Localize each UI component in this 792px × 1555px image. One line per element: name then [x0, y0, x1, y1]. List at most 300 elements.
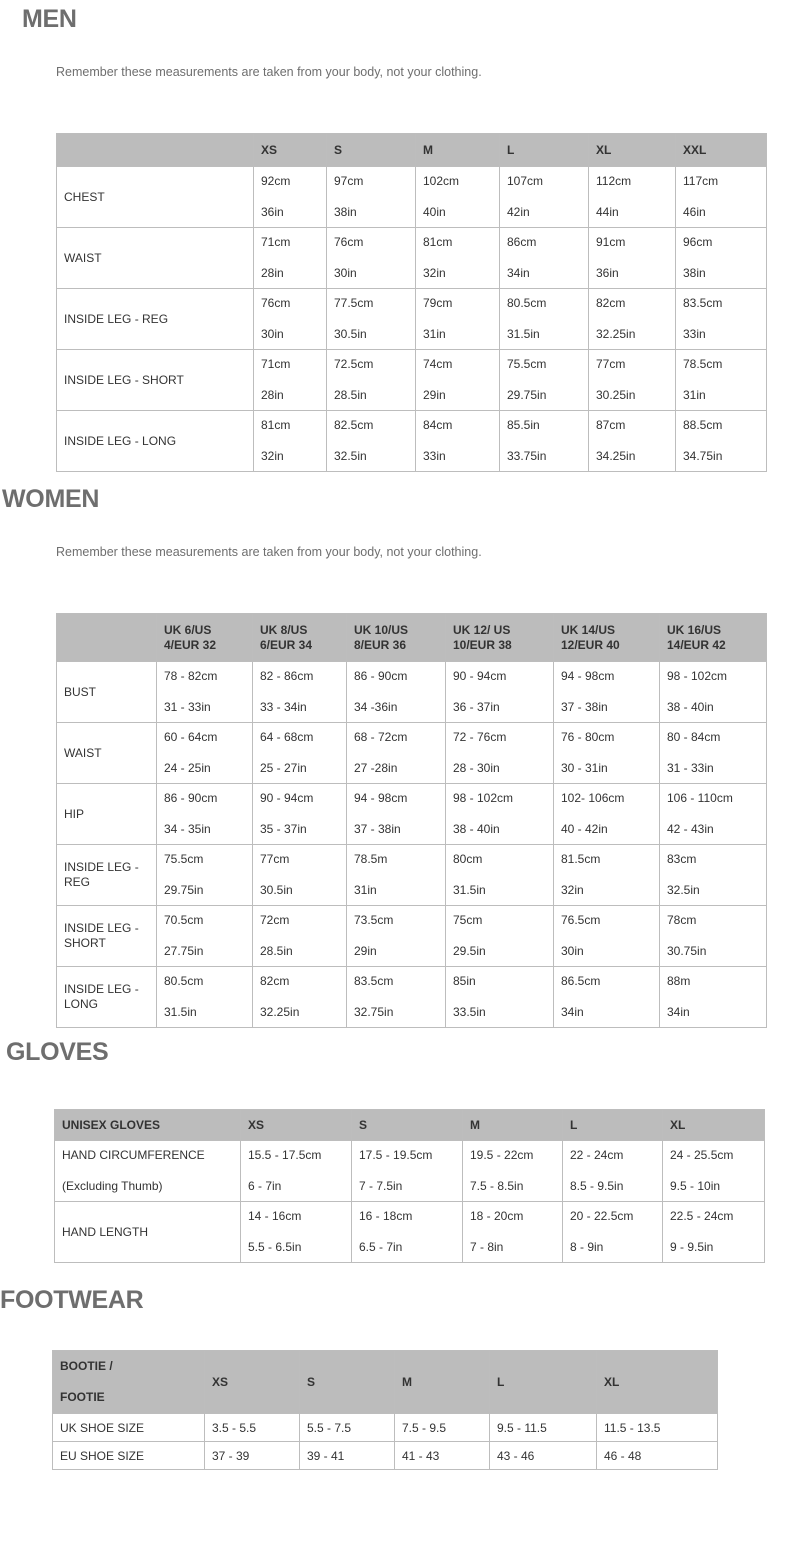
women-cm-value: 78 - 82cm: [164, 669, 218, 683]
men-cm-value: 81cm: [423, 235, 453, 249]
women-label-line-2: SHORT: [64, 936, 106, 950]
men-measurement-cell: [500, 350, 589, 411]
men-measurement-cell: [589, 289, 676, 350]
women-header-line-2: 12/EUR 40: [561, 637, 620, 652]
women-measurement-cell: [554, 723, 660, 784]
men-cm-value: 82.5cm: [334, 418, 374, 432]
women-in-value: 32.75in: [354, 1005, 394, 1019]
men-table-row: [57, 350, 767, 411]
women-measurement-cell: [347, 784, 446, 845]
gloves-in-value: 5.5 - 6.5in: [248, 1240, 302, 1254]
women-in-value: 37 - 38in: [561, 700, 608, 714]
men-in-value: 36in: [596, 266, 619, 280]
footwear-row-label: UK SHOE SIZE: [53, 1414, 205, 1442]
footwear-size-header: M: [395, 1351, 490, 1414]
men-header-row: [57, 134, 767, 167]
men-measurement-cell: [254, 350, 327, 411]
women-measurement-cell: [446, 784, 554, 845]
men-size-header: L: [500, 134, 589, 167]
women-table-row: [57, 723, 767, 784]
women-measurement-cell: [446, 723, 554, 784]
men-cm-value: 84cm: [423, 418, 453, 432]
men-in-value: 46in: [683, 205, 706, 219]
women-cm-value: 76.5cm: [561, 913, 601, 927]
women-in-value: 28.5in: [260, 944, 293, 958]
men-cm-value: 79cm: [423, 296, 453, 310]
men-table-row: [57, 411, 767, 472]
men-in-value: 30in: [261, 327, 284, 341]
men-in-value: 38in: [683, 266, 706, 280]
women-label-line-1: INSIDE LEG -: [64, 982, 139, 996]
women-measurement-cell: [660, 967, 767, 1028]
women-measurement-cell: [660, 723, 767, 784]
women-in-value: 27.75in: [164, 944, 204, 958]
gloves-size-table: [54, 1109, 765, 1263]
gloves-size-header: XL: [663, 1110, 765, 1141]
women-table-row: [57, 784, 767, 845]
women-measurement-cell: [253, 906, 347, 967]
gloves-heading: GLOVES: [6, 1038, 109, 1066]
men-cm-value: 91cm: [596, 235, 626, 249]
women-measurement-cell: [660, 906, 767, 967]
women-measurement-cell: [347, 662, 446, 723]
men-cm-value: 92cm: [261, 174, 291, 188]
women-in-value: 33 - 34in: [260, 700, 307, 714]
women-cm-value: 75cm: [453, 913, 483, 927]
women-cm-value: 90 - 94cm: [453, 669, 507, 683]
gloves-cm-value: 22 - 24cm: [570, 1148, 624, 1162]
women-header-line-2: 14/EUR 42: [667, 637, 726, 652]
women-measurement-cell: [253, 784, 347, 845]
footwear-size-header: L: [490, 1351, 597, 1414]
men-row-label: INSIDE LEG - SHORT: [57, 350, 254, 411]
women-cm-value: 94 - 98cm: [354, 791, 408, 805]
men-cm-value: 80.5cm: [507, 296, 547, 310]
men-measurement-cell: [416, 289, 500, 350]
women-size-header: [253, 614, 347, 662]
women-header-row: [57, 614, 767, 662]
gloves-measurement-cell: [663, 1202, 765, 1263]
women-row-label: [57, 662, 157, 723]
men-measurement-cell: [416, 411, 500, 472]
women-header-line-2: 8/EUR 36: [354, 637, 407, 652]
women-size-header: [157, 614, 253, 662]
men-in-value: 29in: [423, 388, 446, 402]
men-in-value: 32.5in: [334, 449, 367, 463]
men-cm-value: 107cm: [507, 174, 544, 188]
women-label-line-2: REG: [64, 875, 91, 889]
men-cm-value: 78.5cm: [683, 357, 723, 371]
women-measurement-cell: [253, 723, 347, 784]
men-cm-value: 96cm: [683, 235, 713, 249]
men-in-value: 34in: [507, 266, 530, 280]
women-measurement-cell: [157, 967, 253, 1028]
men-in-value: 34.25in: [596, 449, 636, 463]
women-label-line-1: HIP: [64, 806, 85, 821]
gloves-size-header: L: [563, 1110, 663, 1141]
men-cm-value: 86cm: [507, 235, 537, 249]
women-measurement-cell: [660, 784, 767, 845]
women-measurement-cell: [347, 967, 446, 1028]
women-table-row: [57, 967, 767, 1028]
footwear-header-row: [53, 1351, 718, 1414]
gloves-size-header: XS: [241, 1110, 352, 1141]
footwear-size-cell: 7.5 - 9.5: [395, 1414, 490, 1442]
men-row-label: INSIDE LEG - LONG: [57, 411, 254, 472]
women-cm-value: 90 - 94cm: [260, 791, 314, 805]
women-in-value: 25 - 27in: [260, 761, 307, 775]
footwear-corner-line-1: BOOTIE /: [60, 1359, 113, 1373]
women-measurement-note: Remember these measurements are taken from your body, not your clothing.: [56, 545, 482, 559]
women-in-value: 32.25in: [260, 1005, 300, 1019]
women-measurement-cell: [554, 906, 660, 967]
men-measurement-cell: [676, 228, 767, 289]
women-cm-value: 70.5cm: [164, 913, 204, 927]
men-measurement-cell: [676, 350, 767, 411]
men-cm-value: 76cm: [334, 235, 364, 249]
women-header-line-1: UK 16/US: [667, 622, 722, 637]
men-in-value: 33.75in: [507, 449, 547, 463]
men-in-value: 28in: [261, 266, 284, 280]
men-cm-value: 87cm: [596, 418, 626, 432]
women-in-value: 30.5in: [260, 883, 293, 897]
women-measurement-cell: [253, 967, 347, 1028]
women-cm-value: 86 - 90cm: [354, 669, 408, 683]
women-cm-value: 73.5cm: [354, 913, 394, 927]
gloves-in-value: 7.5 - 8.5in: [470, 1179, 524, 1193]
men-size-table: [56, 133, 767, 472]
gloves-table-row: [55, 1202, 765, 1263]
footwear-size-cell: 43 - 46: [490, 1442, 597, 1470]
women-measurement-cell: [446, 967, 554, 1028]
men-in-value: 44in: [596, 205, 619, 219]
gloves-measurement-cell: [241, 1141, 352, 1202]
women-cm-value: 83.5cm: [354, 974, 394, 988]
women-in-value: 31 - 33in: [667, 761, 714, 775]
gloves-size-header: S: [352, 1110, 463, 1141]
women-cm-value: 106 - 110cm: [667, 791, 733, 805]
men-measurement-cell: [416, 350, 500, 411]
men-cm-value: 83.5cm: [683, 296, 723, 310]
women-row-label: [57, 784, 157, 845]
men-measurement-note: Remember these measurements are taken from your body, not your clothing.: [56, 65, 482, 79]
men-in-value: 28in: [261, 388, 284, 402]
men-row-label: INSIDE LEG - REG: [57, 289, 254, 350]
footwear-table-row: [53, 1414, 718, 1442]
men-cm-value: 81cm: [261, 418, 291, 432]
gloves-size-header: UNISEX GLOVES: [55, 1110, 241, 1141]
women-header-line-1: UK 10/US: [354, 622, 409, 637]
men-cm-value: 102cm: [423, 174, 460, 188]
men-measurement-cell: [254, 289, 327, 350]
women-measurement-cell: [554, 784, 660, 845]
women-in-value: 34 - 35in: [164, 822, 211, 836]
men-in-value: 30in: [334, 266, 357, 280]
women-cm-value: 60 - 64cm: [164, 730, 218, 744]
gloves-cm-value: 19.5 - 22cm: [470, 1148, 534, 1162]
women-header-line-1: UK 8/US: [260, 622, 308, 637]
men-measurement-cell: [500, 289, 589, 350]
women-label-line-1: INSIDE LEG -: [64, 860, 139, 874]
women-cm-value: 72 - 76cm: [453, 730, 507, 744]
footwear-heading: FOOTWEAR: [0, 1286, 144, 1314]
gloves-cm-value: 15.5 - 17.5cm: [248, 1148, 322, 1162]
men-cm-value: 77.5cm: [334, 296, 374, 310]
women-measurement-cell: [157, 906, 253, 967]
women-measurement-cell: [157, 723, 253, 784]
women-in-value: 29.75in: [164, 883, 204, 897]
women-row-label: [57, 906, 157, 967]
men-measurement-cell: [327, 350, 416, 411]
women-in-value: 42 - 43in: [667, 822, 714, 836]
men-measurement-cell: [254, 411, 327, 472]
women-cm-value: 94 - 98cm: [561, 669, 615, 683]
men-cm-value: 71cm: [261, 357, 291, 371]
women-size-header: [57, 614, 157, 662]
men-size-header: XXL: [676, 134, 767, 167]
men-cm-value: 112cm: [596, 174, 632, 188]
women-measurement-cell: [446, 845, 554, 906]
women-cm-value: 82cm: [260, 974, 290, 988]
women-measurement-cell: [253, 845, 347, 906]
women-in-value: 29.5in: [453, 944, 486, 958]
women-in-value: 24 - 25in: [164, 761, 211, 775]
women-in-value: 30.75in: [667, 944, 707, 958]
women-label-line-1: BUST: [64, 684, 97, 699]
women-row-label: [57, 845, 157, 906]
gloves-measurement-cell: [463, 1141, 563, 1202]
footwear-size-header: XL: [597, 1351, 718, 1414]
women-header-line-2: 6/EUR 34: [260, 637, 313, 652]
gloves-size-header: M: [463, 1110, 563, 1141]
men-cm-value: 88.5cm: [683, 418, 723, 432]
women-label-line-2: LONG: [64, 997, 99, 1011]
women-header-line-1: UK 12/ US: [453, 622, 511, 637]
men-cm-value: 82cm: [596, 296, 626, 310]
women-cm-value: 98 - 102cm: [453, 791, 514, 805]
women-measurement-cell: [660, 845, 767, 906]
women-in-value: 35 - 37in: [260, 822, 307, 836]
women-cm-value: 64 - 68cm: [260, 730, 314, 744]
gloves-table-row: [55, 1141, 765, 1202]
footwear-size-cell: 39 - 41: [300, 1442, 395, 1470]
gloves-cm-value: 17.5 - 19.5cm: [359, 1148, 433, 1162]
women-measurement-cell: [157, 662, 253, 723]
men-measurement-cell: [500, 228, 589, 289]
gloves-in-value: 8.5 - 9.5in: [570, 1179, 624, 1193]
women-size-header: [660, 614, 767, 662]
women-measurement-cell: [446, 906, 554, 967]
men-table-row: [57, 167, 767, 228]
men-measurement-cell: [676, 167, 767, 228]
women-cm-value: 80 - 84cm: [667, 730, 721, 744]
gloves-measurement-cell: [463, 1202, 563, 1263]
women-measurement-cell: [347, 723, 446, 784]
women-label-line-1: WAIST: [64, 745, 102, 760]
men-heading: MEN: [22, 5, 77, 33]
men-measurement-cell: [589, 350, 676, 411]
women-cm-value: 86 - 90cm: [164, 791, 218, 805]
women-cm-value: 88m: [667, 974, 691, 988]
women-cm-value: 102- 106cm: [561, 791, 625, 805]
women-cm-value: 85in: [453, 974, 476, 988]
women-in-value: 40 - 42in: [561, 822, 608, 836]
footwear-size-header: XS: [205, 1351, 300, 1414]
gloves-in-value: 8 - 9in: [570, 1240, 604, 1254]
men-measurement-cell: [327, 411, 416, 472]
men-in-value: 32in: [261, 449, 284, 463]
men-table-row: [57, 228, 767, 289]
footwear-size-cell: 41 - 43: [395, 1442, 490, 1470]
women-cm-value: 82 - 86cm: [260, 669, 314, 683]
gloves-row-label: [55, 1202, 241, 1263]
men-in-value: 28.5in: [334, 388, 367, 402]
men-cm-value: 75.5cm: [507, 357, 547, 371]
women-size-table: [56, 613, 767, 1028]
gloves-label-line-1: HAND LENGTH: [62, 1224, 149, 1239]
men-measurement-cell: [327, 289, 416, 350]
women-measurement-cell: [253, 662, 347, 723]
footwear-table-row: [53, 1442, 718, 1470]
women-header-line-1: UK 6/US: [164, 622, 212, 637]
footwear-size-cell: 11.5 - 13.5: [597, 1414, 718, 1442]
gloves-cm-value: 18 - 20cm: [470, 1209, 524, 1223]
footwear-size-table: [52, 1350, 718, 1470]
women-measurement-cell: [446, 662, 554, 723]
men-cm-value: 72.5cm: [334, 357, 374, 371]
women-size-header: [446, 614, 554, 662]
men-in-value: 31.5in: [507, 327, 540, 341]
women-table-row: [57, 906, 767, 967]
women-in-value: 27 -28in: [354, 761, 398, 775]
men-table-row: [57, 289, 767, 350]
women-in-value: 29in: [354, 944, 377, 958]
gloves-header-row: [55, 1110, 765, 1141]
women-in-value: 38 - 40in: [667, 700, 714, 714]
women-cm-value: 68 - 72cm: [354, 730, 408, 744]
women-size-header: [554, 614, 660, 662]
gloves-cm-value: 16 - 18cm: [359, 1209, 413, 1223]
gloves-label-line-1: HAND CIRCUMFERENCE: [62, 1148, 205, 1162]
men-in-value: 30.5in: [334, 327, 367, 341]
men-size-header: M: [416, 134, 500, 167]
footwear-corner-header: [53, 1351, 205, 1414]
women-measurement-cell: [554, 845, 660, 906]
men-cm-value: 117cm: [683, 174, 719, 188]
women-in-value: 34 -36in: [354, 700, 398, 714]
women-in-value: 31in: [354, 883, 377, 897]
men-in-value: 34.75in: [683, 449, 723, 463]
gloves-measurement-cell: [241, 1202, 352, 1263]
women-cm-value: 77cm: [260, 852, 290, 866]
gloves-in-value: 6.5 - 7in: [359, 1240, 403, 1254]
footwear-corner-line-2: FOOTIE: [60, 1390, 105, 1404]
women-in-value: 30in: [561, 944, 584, 958]
women-table-row: [57, 845, 767, 906]
women-cm-value: 80cm: [453, 852, 483, 866]
men-row-label: CHEST: [57, 167, 254, 228]
women-cm-value: 78cm: [667, 913, 697, 927]
women-size-header: [347, 614, 446, 662]
men-row-label: WAIST: [57, 228, 254, 289]
men-in-value: 33in: [423, 449, 446, 463]
men-in-value: 31in: [423, 327, 446, 341]
women-cm-value: 81.5cm: [561, 852, 601, 866]
footwear-size-cell: 46 - 48: [597, 1442, 718, 1470]
footwear-size-cell: 3.5 - 5.5: [205, 1414, 300, 1442]
men-measurement-cell: [589, 167, 676, 228]
men-measurement-cell: [416, 167, 500, 228]
women-table-row: [57, 662, 767, 723]
gloves-measurement-cell: [352, 1141, 463, 1202]
gloves-measurement-cell: [663, 1141, 765, 1202]
men-measurement-cell: [589, 228, 676, 289]
women-in-value: 28 - 30in: [453, 761, 500, 775]
women-in-value: 34in: [667, 1005, 690, 1019]
footwear-size-header: S: [300, 1351, 395, 1414]
men-measurement-cell: [676, 289, 767, 350]
gloves-row-label: [55, 1141, 241, 1202]
women-measurement-cell: [554, 662, 660, 723]
women-measurement-cell: [157, 845, 253, 906]
men-measurement-cell: [254, 167, 327, 228]
women-in-value: 34in: [561, 1005, 584, 1019]
men-in-value: 31in: [683, 388, 706, 402]
men-measurement-cell: [500, 411, 589, 472]
footwear-size-cell: 37 - 39: [205, 1442, 300, 1470]
gloves-in-value: 9 - 9.5in: [670, 1240, 714, 1254]
women-in-value: 30 - 31in: [561, 761, 608, 775]
gloves-in-value: 9.5 - 10in: [670, 1179, 721, 1193]
women-in-value: 31 - 33in: [164, 700, 211, 714]
women-in-value: 36 - 37in: [453, 700, 500, 714]
men-in-value: 42in: [507, 205, 530, 219]
gloves-cm-value: 14 - 16cm: [248, 1209, 302, 1223]
women-cm-value: 80.5cm: [164, 974, 204, 988]
women-cm-value: 86.5cm: [561, 974, 601, 988]
gloves-cm-value: 20 - 22.5cm: [570, 1209, 634, 1223]
gloves-in-value: 6 - 7in: [248, 1179, 282, 1193]
men-measurement-cell: [416, 228, 500, 289]
men-cm-value: 97cm: [334, 174, 364, 188]
women-in-value: 31.5in: [453, 883, 486, 897]
women-in-value: 32.5in: [667, 883, 700, 897]
women-heading: WOMEN: [2, 485, 100, 513]
men-measurement-cell: [500, 167, 589, 228]
men-cm-value: 77cm: [596, 357, 626, 371]
men-in-value: 40in: [423, 205, 446, 219]
men-in-value: 36in: [261, 205, 284, 219]
men-in-value: 32.25in: [596, 327, 636, 341]
women-measurement-cell: [554, 967, 660, 1028]
men-in-value: 32in: [423, 266, 446, 280]
men-in-value: 30.25in: [596, 388, 636, 402]
gloves-measurement-cell: [563, 1202, 663, 1263]
men-measurement-cell: [327, 167, 416, 228]
footwear-size-cell: 9.5 - 11.5: [490, 1414, 597, 1442]
men-cm-value: 85.5in: [507, 418, 540, 432]
women-measurement-cell: [157, 784, 253, 845]
men-in-value: 33in: [683, 327, 706, 341]
men-size-header: [57, 134, 254, 167]
women-label-line-1: INSIDE LEG -: [64, 921, 139, 935]
women-in-value: 38 - 40in: [453, 822, 500, 836]
gloves-in-value: 7 - 8in: [470, 1240, 504, 1254]
women-header-line-1: UK 14/US: [561, 622, 616, 637]
men-measurement-cell: [254, 228, 327, 289]
men-cm-value: 71cm: [261, 235, 291, 249]
men-size-header: XS: [254, 134, 327, 167]
